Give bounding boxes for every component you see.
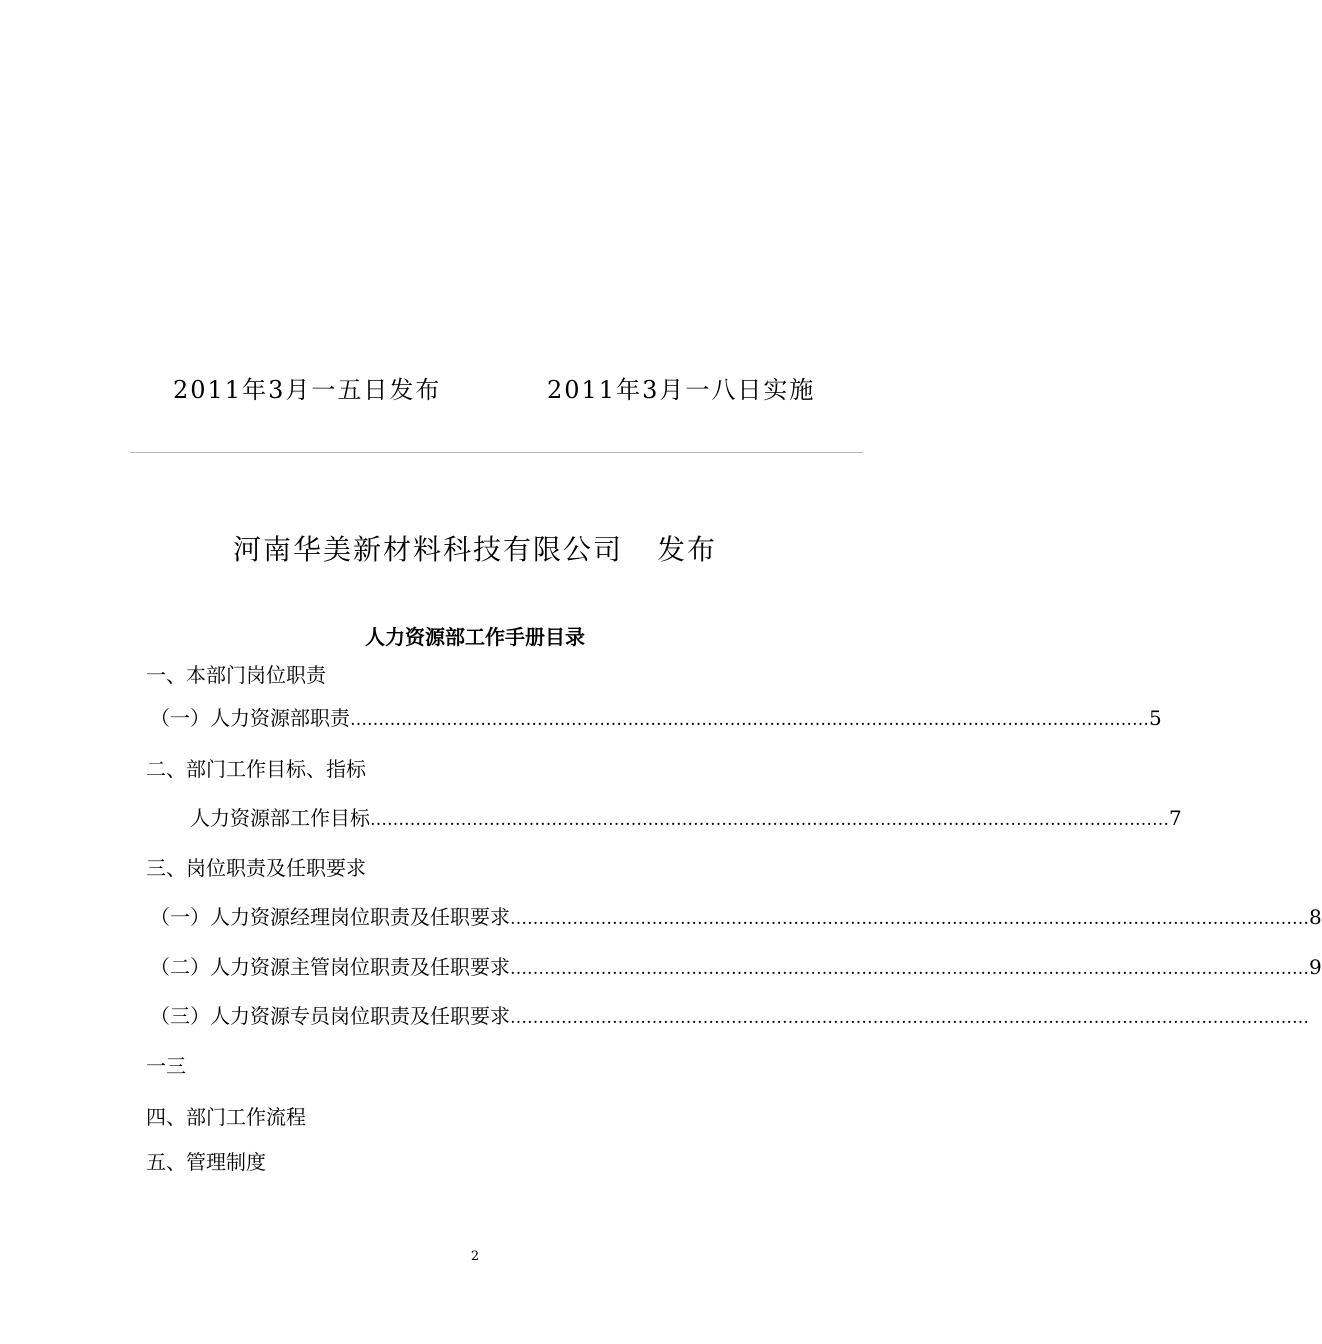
toc-entry-5[interactable] <box>150 1004 1309 1030</box>
toc-section-3: 三、岗位职责及任职要求 <box>146 856 366 880</box>
dot-leader: …………………………………………………………………………………………………………………………… <box>510 909 1309 929</box>
toc-section-2: 二、部门工作目标、指标 <box>146 757 366 781</box>
toc-title: 人力资源部工作手册目录 <box>365 625 585 649</box>
effective-date: 2011年3月一八日实施 <box>547 376 816 404</box>
dot-leader: …………………………………………………………………………………………………………………………… <box>370 810 1169 830</box>
toc-section-3-continuation: 一三 <box>146 1054 186 1078</box>
toc-section-1: 一、本部门岗位职责 <box>146 663 326 687</box>
dot-leader: …………………………………………………………………………………………………………………………… <box>350 710 1149 730</box>
publish-date: 2011年3月一五日发布 <box>173 376 442 404</box>
toc-entry-label: （一）人力资源部职责 <box>150 706 350 730</box>
toc-page-number: 9 <box>1309 955 1322 979</box>
toc-entry-label: （一）人力资源经理岗位职责及任职要求 <box>150 905 510 929</box>
toc-entry-label: 人力资源部工作目标 <box>190 806 370 830</box>
toc-entry-3[interactable] <box>150 905 1322 931</box>
toc-page-number: 7 <box>1169 806 1182 830</box>
toc-entry-label: （二）人力资源主管岗位职责及任职要求 <box>150 955 510 979</box>
toc-entry-1[interactable] <box>150 706 1162 732</box>
dot-leader: …………………………………………………………………………………………………………………………… <box>510 1008 1309 1028</box>
issue-action: 发布 <box>657 533 718 566</box>
dot-leader: …………………………………………………………………………………………………………………………… <box>510 959 1309 979</box>
toc-page-number: 8 <box>1309 905 1322 929</box>
toc-entry-2[interactable] <box>190 806 1182 832</box>
page-number: 2 <box>470 1249 480 1264</box>
toc-section-5: 五、管理制度 <box>146 1150 266 1174</box>
issuer-line <box>0 528 950 568</box>
toc-entry-label: （三）人力资源专员岗位职责及任职要求 <box>150 1004 510 1028</box>
toc-section-4: 四、部门工作流程 <box>146 1105 306 1129</box>
divider-line <box>130 452 863 453</box>
toc-page-number: 5 <box>1149 706 1162 730</box>
toc-entry-4[interactable] <box>150 955 1322 981</box>
company-name: 河南华美新材料科技有限公司 <box>232 533 623 566</box>
